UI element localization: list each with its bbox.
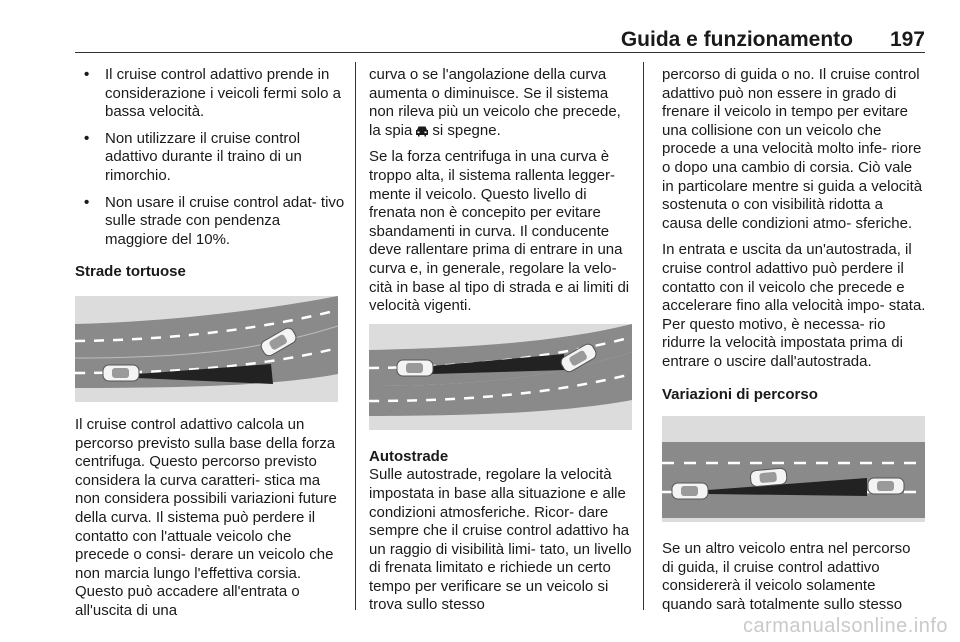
lane-change-illustration (662, 416, 925, 522)
page-header (75, 28, 925, 54)
bullet-text: Il cruise control adattivo prende in considerazione i veicoli fermi solo a bassa velocità. (105, 66, 341, 121)
section-title: Guida e funzionamento (620, 28, 853, 51)
paragraph-text: curva o se l'angolazione della curva aumenta o diminuisce. Se il sistema non rileva più un veicolo che precede, la spia (369, 66, 621, 139)
bullet-item (75, 66, 345, 122)
heading-variazioni-di-percorso: Variazioni di percorso (662, 385, 818, 403)
curved-road-illustration (75, 296, 338, 402)
paragraph-text: si spegne. (432, 121, 501, 139)
watermark: carmanualsonline.info (742, 615, 948, 637)
header-rule (75, 52, 925, 53)
bullet-item (75, 194, 345, 250)
heading-strade-tortuose: Strade tortuose (75, 263, 186, 281)
column-1 (75, 66, 345, 620)
column-divider-2 (643, 62, 644, 610)
paragraph: Se un altro veicolo entra nel percorso di guida, il cruise control adattivo considererà il veicolo solamente quando sarà totalmente sullo stesso (662, 540, 911, 613)
bullet-icon: • (84, 129, 90, 147)
bullet-text: Non utilizzare il cruise control adattivo durante il traino di un rimorchio. (105, 129, 302, 184)
paragraph (369, 66, 633, 140)
bullet-item (75, 130, 345, 186)
bullet-text: Non usare il cruise control adat- tivo sulle strade con pendenza maggiore del 10%. (105, 193, 345, 248)
paragraph: percorso di guida o no. Il cruise control adattivo può non essere in grado di frenare il veicolo in tempo per evitare una collisione con un veicolo che procede a una velocità molto infe- riore o dopo una cambio di corsia. Ciò vale in particolare mentre si guida a velocità sostenuta o con visibilità ridotta a causa delle condizioni atmo- sferiche. (662, 66, 923, 232)
heading-autostrade: Autostrade (369, 447, 449, 465)
column-2 (369, 66, 633, 615)
vehicle-ahead-icon (415, 125, 429, 137)
paragraph: Se la forza centrifuga in una curva è troppo alta, il sistema rallenta legger- mente il veicolo. Questo livello di frenata non è concepito per evitare sbandamenti in curva. Il conducente deve rallentare prima di entrare in una curva e, in generale, regolare la velo- cità in base al tipo di strada e ai limiti di velocità vigenti. (369, 148, 630, 315)
paragraph: Sulle autostrade, regolare la velocità impostata in base alla situazione e alle condizioni atmosferiche. Ricor- dare sempre che il cruise control adattivo ha un raggio di visibilità limi- tato, un livello di frenata limitato e richiede un certo tempo per verificare se un veicolo si trova sullo stesso (369, 466, 632, 614)
bullet-list (75, 66, 345, 249)
bullet-icon: • (84, 66, 90, 83)
bullet-icon: • (84, 193, 90, 211)
column-3 (662, 66, 926, 614)
page-number: 197 (889, 28, 925, 51)
paragraph: In entrata e uscita da un'autostrada, il cruise control adattivo può perdere il contatto con il veicolo che precede e accelerare fino alla velocità impo- stata. Per questo motivo, è necessa- rio ridurre la velocità impostata prima di entrare o uscire dall'autostrada. (662, 241, 926, 370)
column-divider-1 (355, 62, 356, 610)
highway-curve-illustration (369, 324, 632, 430)
paragraph: Il cruise control adattivo calcola un percorso previsto sulla base della forza centrifuga. Questo percorso previsto considera la curva caratteri- stica ma non considera possibili variazioni future della curva. Il sistema può perdere il contatto con l'attuale veicolo che precede o consi- derare un veicolo che non marcia lungo l'effettiva corsia. Questo può accadere all'entrata o all'uscita di una (75, 415, 337, 619)
